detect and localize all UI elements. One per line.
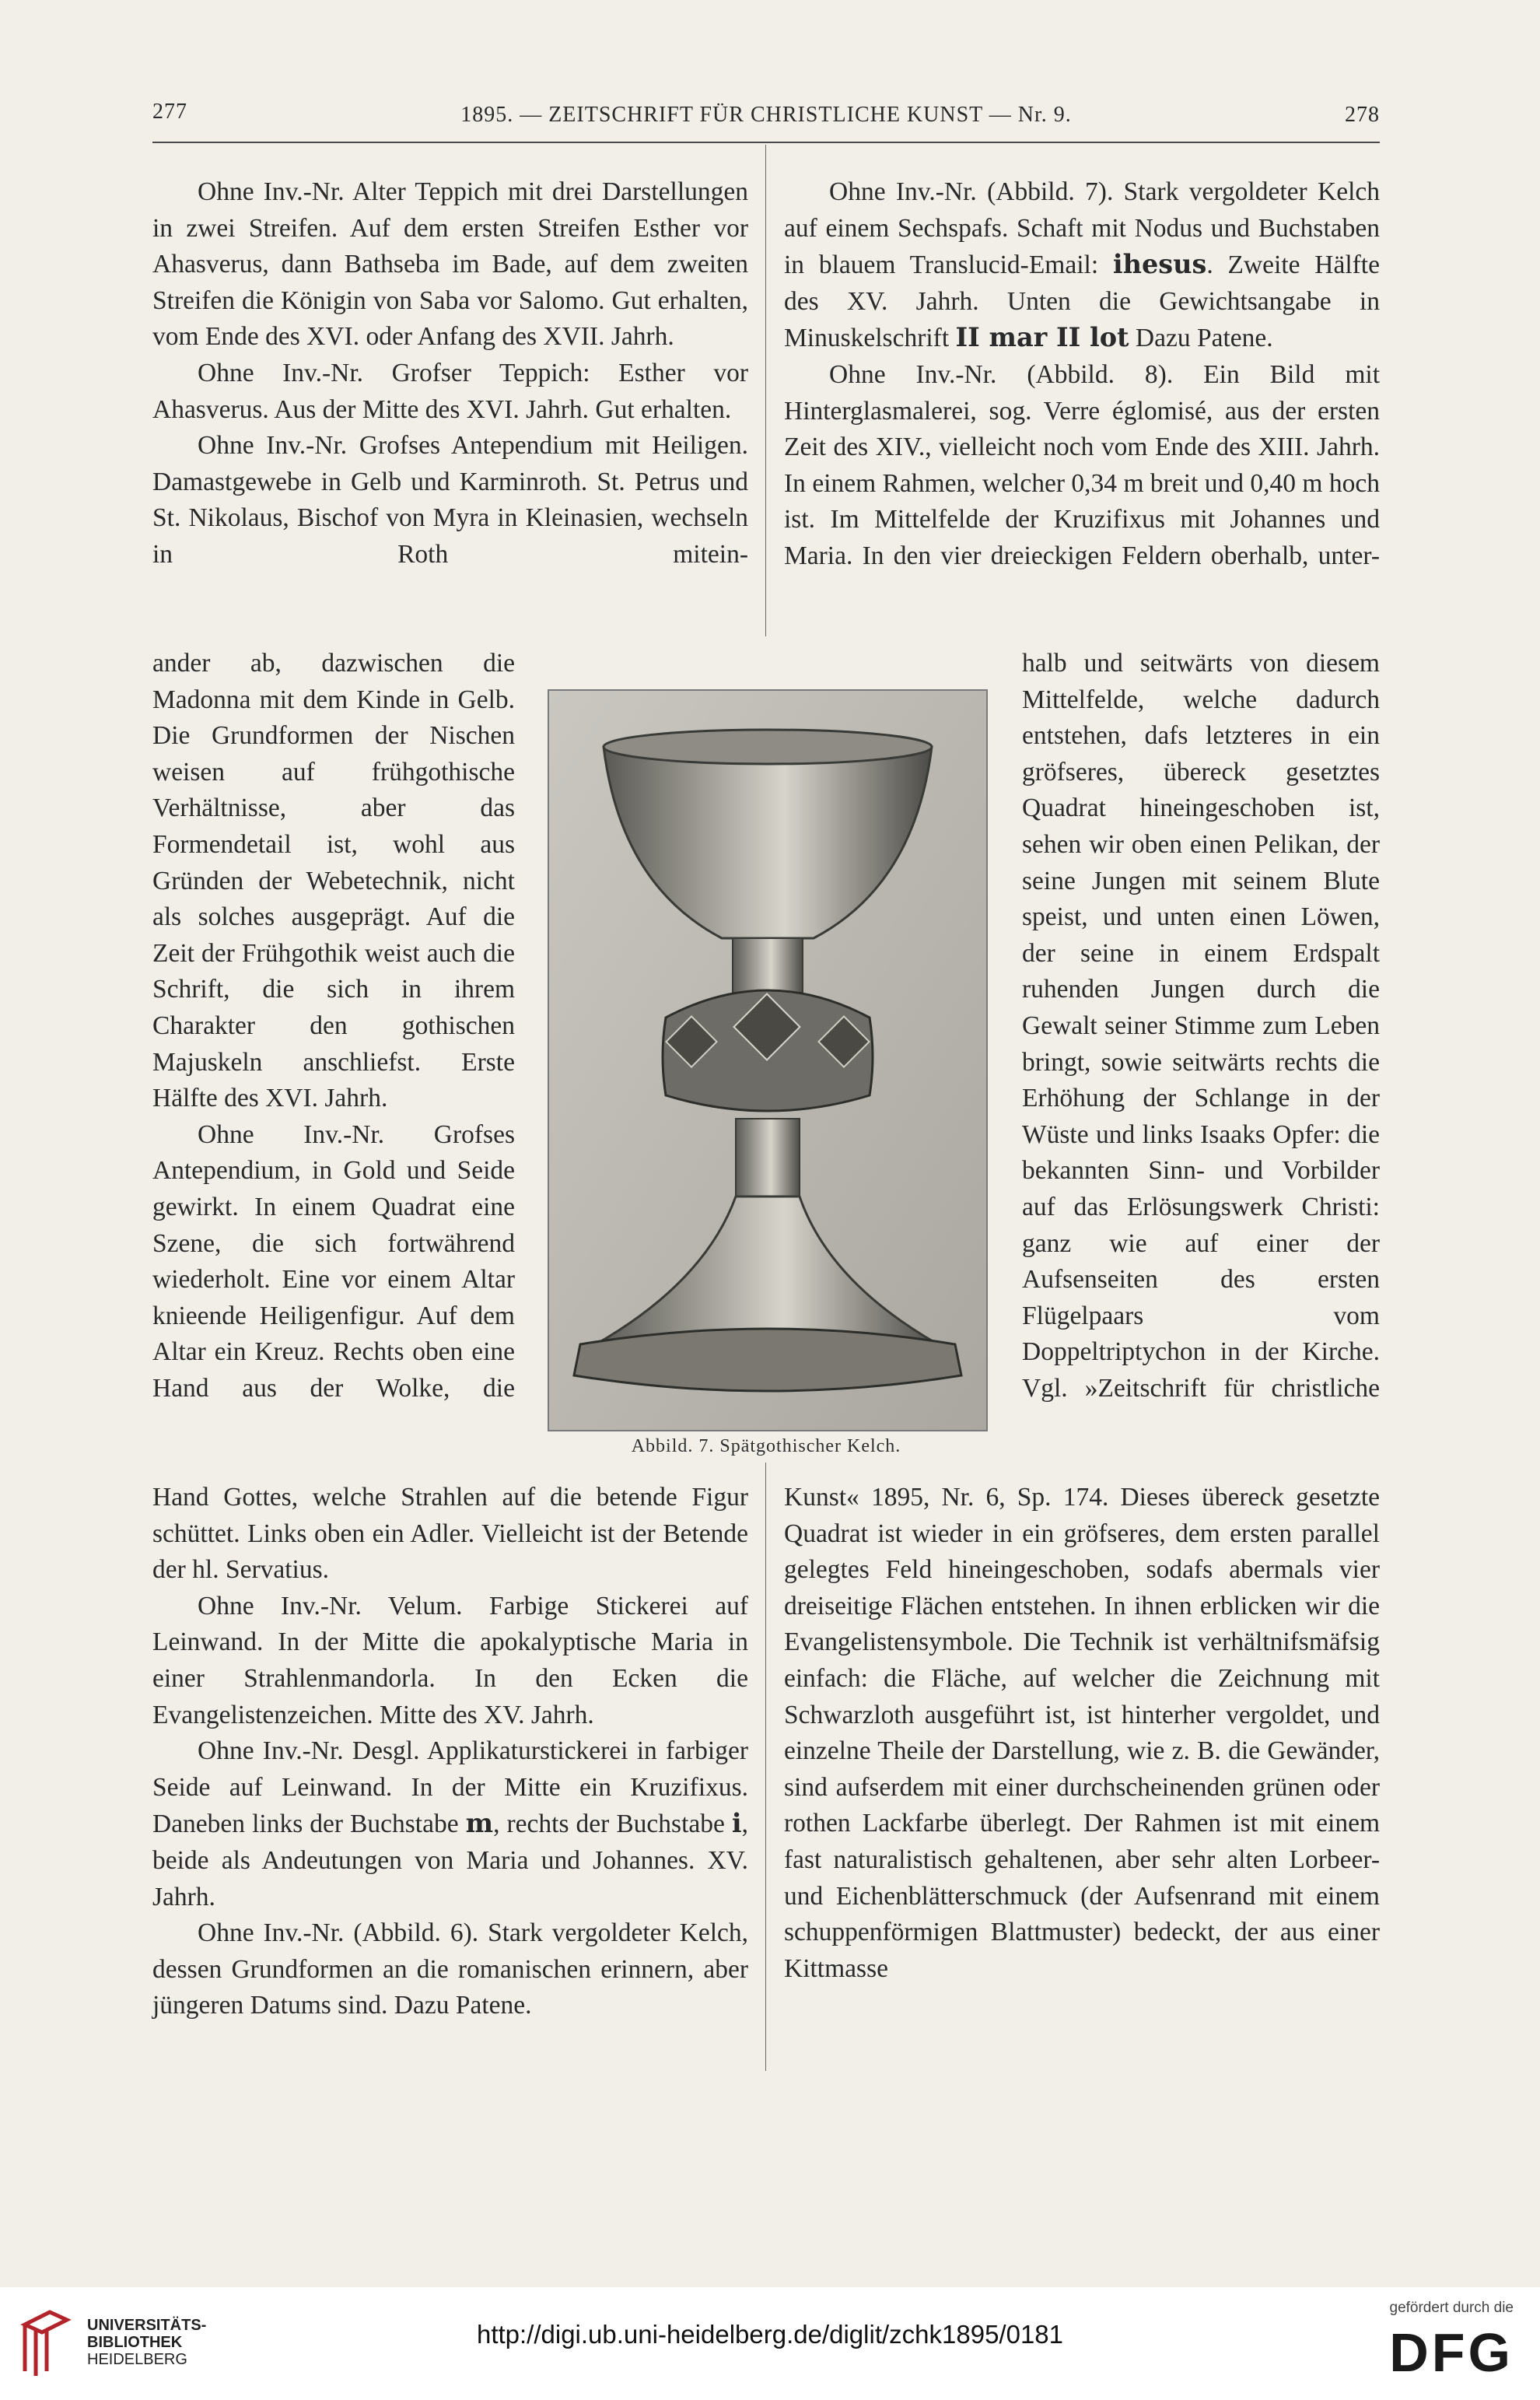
right-column-bottom <box>784 1480 1380 1987</box>
journal-title: 1895. — ZEITSCHRIFT FÜR CHRISTLICHE KUNST — Nr. 9. <box>460 103 1072 127</box>
running-header <box>152 100 1380 138</box>
paragraph: Ohne Inv.-Nr. Grofses Antependium, in Gold und Seide gewirkt. In einem Quadrat eine Szene, die sich fortwährend wiederholt. Eine vor einem Altar knieende Heiligenfigur. Auf dem Altar ein Kreuz. Rechts oben eine Hand aus der Wolke, die <box>152 1119 515 1403</box>
column-divider <box>765 1463 766 2071</box>
right-column-wrap <box>1022 646 1380 1407</box>
column-divider <box>765 145 766 636</box>
dfg-logo: DFG <box>1389 2322 1514 2383</box>
blackletter-weight: II mar II lot <box>955 322 1129 353</box>
paragraph: Hand Gottes, welche Strahlen auf die betende Figur schüttet. Links oben ein Adler. Vielleicht ist der Betende der hl. Servatius. <box>152 1483 748 1585</box>
right-column-top <box>784 174 1380 575</box>
paragraph: Ohne Inv.-Nr. Grofses Antependium mit Heiligen. Damastgewebe in Gelb und Karminroth. St. Petrus und St. Nikolaus, Bischof von Myra in Kleinasien, wechseln in Roth mitein- <box>152 431 748 569</box>
paragraph: Ohne Inv.-Nr. (Abbild. 7). Stark vergoldeter Kelch auf einem Sechspafs. Schaft mit Nodus und Buchstaben in blauem Translucid-Email: ihesus. Zweite Hälfte des XV. Jahrh. Unten die Gewichtsangabe in Minuskelschrift II mar II lot Dazu Patene. <box>784 177 1380 353</box>
library-name: UNIVERSITÄTS- BIBLIOTHEK HEIDELBERG <box>87 2317 207 2368</box>
blackletter-i: i <box>731 1808 742 1839</box>
paragraph: Ohne Inv.-Nr. (Abbild. 8). Ein Bild mit Hinterglasmalerei, sog. Verre églomisé, aus der ersten Zeit des XIV., vielleicht noch vom Ende des XIII. Jahrh. In einem Rahmen, welcher 0,34 m breit und 0,40 m hoch ist. Im Mittelfelde der Kruzifixus mit Johannes und Maria. In den vier dreieckigen Feldern oberhalb, unter- <box>784 359 1380 570</box>
paragraph: Ohne Inv.-Nr. (Abbild. 6). Stark vergoldeter Kelch, dessen Grundformen an die romanischen erinnern, aber jüngeren Datums sind. Dazu Patene. <box>152 1918 748 2020</box>
page-number-right: 278 <box>1345 103 1380 127</box>
figure-caption: Abbild. 7. Spätgothischer Kelch. <box>631 1436 901 1456</box>
header-rule <box>152 142 1380 143</box>
chalice-photo <box>548 689 988 1431</box>
blackletter-ihesus: ihesus <box>1112 249 1207 280</box>
paragraph: ander ab, dazwischen die Madonna mit dem Kinde in Gelb. Die Grundformen der Nischen weisen auf frühgothische Verhältnisse, aber das Formendetail ist, wohl aus Gründen der Webetechnik, nicht als solches ausgeprägt. Auf die Zeit der Frühgothik weist auch die Schrift, die sich in ihrem Charakter den gothischen Majuskeln anschliefst. Erste Hälfte des XVI. Jahrh. <box>152 649 515 1113</box>
paragraph: halb und seitwärts von diesem Mittelfelde, welche dadurch entstehen, dafs letzteres in ein gröfseres, übereck gesetztes Quadrat hineingeschoben ist, sehen wir oben einen Pelikan, der seine Jungen mit seinem Blute speist, und unten einen Löwen, der seine in einem Erdspalt ruhenden Jungen durch die Gewalt seiner Stimme zum Leben bringt, sowie seitwärts rechts die Erhöhung der Schlange in der Wüste und links Isaaks Opfer: die bekannten Sinn- und Vorbilder auf das Erlösungswerk Christi: ganz wie auf einer der Aufsenseiten des ersten Flügelpaars vom Doppeltriptychon in der Kirche. Vgl. »Zeitschrift für christliche <box>1022 649 1380 1403</box>
paragraph: Kunst« 1895, Nr. 6, Sp. 174. Dieses übereck gesetzte Quadrat ist wieder in ein gröfseres, dem ersten parallel gelegtes Feld hineingeschoben, sodafs abermals vier dreiseitige Flächen entstehen. In ihnen erblicken wir die Evangelistensymbole. Die Technik ist verhältnifsmäfsig einfach: die Fläche, auf welcher die Zeichnung mit Schwarzloth ausgeführt ist, ist hinterher vergoldet, und einzelne Theile der Darstellung, wie z. B. die Gewänder, sind aufserdem mit einer durchscheinenden grünen oder rothen Lackfarbe überlegt. Der Rahmen ist mit einem fast naturalistisch gehaltenen, aber sehr alten Lorbeer- und Eichenblätterschmuck (der Aufsenrand mit einem schuppenförmigen Blattmuster) bedeckt, der aus einer Kittmasse <box>784 1483 1380 1983</box>
left-column-bottom <box>152 1480 748 2024</box>
page-number-left: 277 <box>152 100 187 124</box>
left-column-top <box>152 174 748 573</box>
chalice-illustration <box>549 691 986 1430</box>
paragraph: Ohne Inv.-Nr. Desgl. Applikaturstickerei in farbiger Seide auf Leinwand. In der Mitte ein Kruzifixus. Daneben links der Buchstabe m, rechts der Buchstabe i, beide als Andeutungen von Maria und Johannes. XV. Jahrh. <box>152 1736 748 1911</box>
permalink-url[interactable]: http://digi.ub.uni-heidelberg.de/diglit/zchk1895/0181 <box>476 2320 1064 2349</box>
paragraph: Ohne Inv.-Nr. Grofser Teppich: Esther vor Ahasverus. Aus der Mitte des XVI. Jahrh. Gut erhalten. <box>152 358 748 424</box>
blackletter-m: m <box>465 1808 494 1839</box>
left-column-wrap <box>152 646 515 1407</box>
sponsor-text: gefördert durch die <box>1389 2300 1514 2316</box>
paragraph: Ohne Inv.-Nr. Alter Teppich mit drei Darstellungen in zwei Streifen. Auf dem ersten Streifen Esther vor Ahasverus, dann Bathseba im Bade, auf dem zweiten Streifen die Königin von Saba vor Salomo. Gut erhalten, vom Ende des XVI. oder Anfang des XVII. Jahrh. <box>152 177 748 352</box>
paragraph: Ohne Inv.-Nr. Velum. Farbige Stickerei auf Leinwand. In der Mitte die apokalyptische Maria in einer Strahlenmandorla. In den Ecken die Evangelistenzeichen. Mitte des XV. Jahrh. <box>152 1591 748 1729</box>
